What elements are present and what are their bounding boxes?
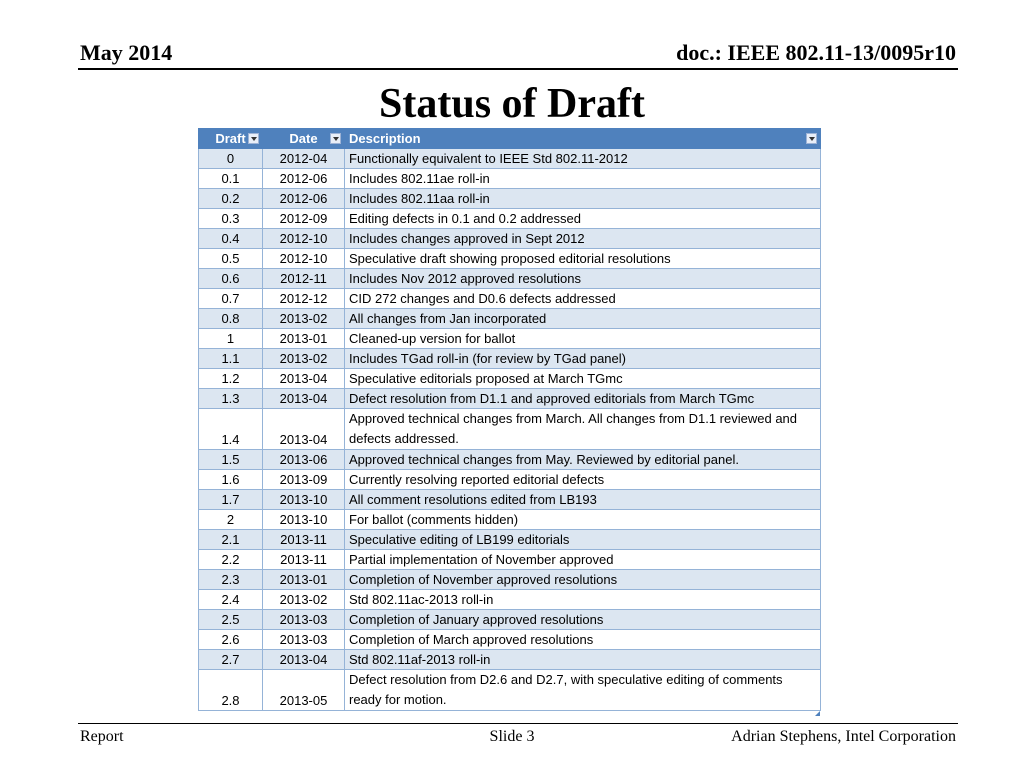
- cell-date: 2013-10: [263, 490, 345, 510]
- column-header-label: Description: [349, 131, 421, 146]
- table-row: [199, 329, 821, 349]
- cell-description: Speculative editorials proposed at March TGmc: [345, 369, 821, 389]
- table-row: [199, 409, 821, 450]
- table-body: [199, 149, 821, 711]
- table-row: [199, 169, 821, 189]
- table-row: [199, 349, 821, 369]
- filter-dropdown-icon[interactable]: [806, 133, 817, 144]
- cell-draft: 2.7: [199, 650, 263, 670]
- cell-date: 2013-02: [263, 590, 345, 610]
- cell-description: Functionally equivalent to IEEE Std 802.11-2012: [345, 149, 821, 169]
- cell-draft: 2.4: [199, 590, 263, 610]
- cell-date: 2013-11: [263, 550, 345, 570]
- cell-date: 2012-12: [263, 289, 345, 309]
- cell-description: Includes 802.11ae roll-in: [345, 169, 821, 189]
- header-date: May 2014: [80, 40, 173, 65]
- table-row: [199, 229, 821, 249]
- cell-draft: 1.2: [199, 369, 263, 389]
- table-row: [199, 289, 821, 309]
- cell-description: Cleaned-up version for ballot: [345, 329, 821, 349]
- cell-draft: 0.8: [199, 309, 263, 329]
- table-row: [199, 490, 821, 510]
- column-header-date[interactable]: [263, 129, 345, 149]
- footer-left: Report: [80, 728, 124, 745]
- cell-date: 2012-09: [263, 209, 345, 229]
- cell-date: 2013-04: [263, 389, 345, 409]
- table-row: [199, 650, 821, 670]
- cell-draft: 2.1: [199, 530, 263, 550]
- cell-date: 2012-11: [263, 269, 345, 289]
- table-row: [199, 510, 821, 530]
- cell-description: Defect resolution from D2.6 and D2.7, with speculative editing of comments ready for motion.: [345, 670, 821, 711]
- filter-dropdown-icon[interactable]: [248, 133, 259, 144]
- table-row: [199, 590, 821, 610]
- cell-description: Speculative editing of LB199 editorials: [345, 530, 821, 550]
- table-row: [199, 149, 821, 169]
- cell-draft: 2.2: [199, 550, 263, 570]
- cell-description: Includes Nov 2012 approved resolutions: [345, 269, 821, 289]
- table-row: [199, 249, 821, 269]
- header-rule: [78, 68, 958, 70]
- cell-description: Std 802.11ac-2013 roll-in: [345, 590, 821, 610]
- table-row: [199, 670, 821, 711]
- cell-draft: 0.5: [199, 249, 263, 269]
- table-row: [199, 209, 821, 229]
- table-row: [199, 530, 821, 550]
- cell-description: Speculative draft showing proposed editorial resolutions: [345, 249, 821, 269]
- cell-draft: 0.4: [199, 229, 263, 249]
- cell-date: 2013-01: [263, 570, 345, 590]
- cell-description: Partial implementation of November approved: [345, 550, 821, 570]
- table-row: [199, 550, 821, 570]
- table-row: [199, 269, 821, 289]
- cell-date: 2012-10: [263, 229, 345, 249]
- cell-date: 2013-11: [263, 530, 345, 550]
- cell-date: 2013-05: [263, 670, 345, 711]
- cell-date: 2013-04: [263, 369, 345, 389]
- column-header-label: Date: [289, 131, 318, 146]
- cell-draft: 0: [199, 149, 263, 169]
- table-row: [199, 309, 821, 329]
- cell-date: 2012-06: [263, 189, 345, 209]
- cell-draft: 0.3: [199, 209, 263, 229]
- table-row: [199, 450, 821, 470]
- table-row: [199, 369, 821, 389]
- cell-draft: 1.7: [199, 490, 263, 510]
- cell-date: 2013-01: [263, 329, 345, 349]
- cell-date: 2013-04: [263, 409, 345, 450]
- cell-draft: 1.3: [199, 389, 263, 409]
- footer-slide-number: Slide 3: [489, 728, 535, 745]
- cell-description: Completion of November approved resolutions: [345, 570, 821, 590]
- cell-description: CID 272 changes and D0.6 defects addressed: [345, 289, 821, 309]
- column-header-draft[interactable]: [199, 129, 263, 149]
- cell-description: Editing defects in 0.1 and 0.2 addressed: [345, 209, 821, 229]
- cell-description: All comment resolutions edited from LB193: [345, 490, 821, 510]
- cell-description: For ballot (comments hidden): [345, 510, 821, 530]
- cell-date: 2013-03: [263, 610, 345, 630]
- cell-draft: 2.3: [199, 570, 263, 590]
- cell-description: Defect resolution from D1.1 and approved editorials from March TGmc: [345, 389, 821, 409]
- header-doc-id: doc.: IEEE 802.11-13/0095r10: [676, 40, 956, 65]
- cell-draft: 0.2: [199, 189, 263, 209]
- cell-date: 2013-09: [263, 470, 345, 490]
- cell-description: Includes changes approved in Sept 2012: [345, 229, 821, 249]
- cell-draft: 0.7: [199, 289, 263, 309]
- cell-description: Includes TGad roll-in (for review by TGad panel): [345, 349, 821, 369]
- cell-date: 2013-02: [263, 309, 345, 329]
- cell-description: Includes 802.11aa roll-in: [345, 189, 821, 209]
- cell-description: Approved technical changes from March. All changes from D1.1 reviewed and defects addressed.: [345, 409, 821, 450]
- cell-draft: 1.1: [199, 349, 263, 369]
- cell-draft: 1.6: [199, 470, 263, 490]
- filter-dropdown-icon[interactable]: [330, 133, 341, 144]
- cell-description: Std 802.11af-2013 roll-in: [345, 650, 821, 670]
- cell-date: 2012-10: [263, 249, 345, 269]
- cell-draft: 2: [199, 510, 263, 530]
- cell-date: 2012-06: [263, 169, 345, 189]
- cell-date: 2013-04: [263, 650, 345, 670]
- table-row: [199, 470, 821, 490]
- cell-draft: 0.6: [199, 269, 263, 289]
- footer-rule: [78, 723, 958, 724]
- slide-title: Status of Draft: [379, 81, 645, 127]
- cell-draft: 1.4: [199, 409, 263, 450]
- table-row: [199, 610, 821, 630]
- cell-draft: 2.6: [199, 630, 263, 650]
- table-header-row: [199, 129, 821, 149]
- cell-draft: 2.8: [199, 670, 263, 711]
- column-header-description[interactable]: [345, 129, 821, 149]
- cell-draft: 2.5: [199, 610, 263, 630]
- table-row: [199, 630, 821, 650]
- table-row: [199, 189, 821, 209]
- table-resize-handle[interactable]: [815, 711, 820, 716]
- cell-date: 2013-10: [263, 510, 345, 530]
- footer-author: Adrian Stephens, Intel Corporation: [731, 728, 956, 745]
- cell-draft: 1.5: [199, 450, 263, 470]
- cell-date: 2013-06: [263, 450, 345, 470]
- cell-date: 2012-04: [263, 149, 345, 169]
- cell-description: Currently resolving reported editorial defects: [345, 470, 821, 490]
- cell-description: All changes from Jan incorporated: [345, 309, 821, 329]
- table-row: [199, 389, 821, 409]
- column-header-label: Draft: [215, 131, 246, 146]
- cell-date: 2013-02: [263, 349, 345, 369]
- cell-description: Completion of March approved resolutions: [345, 630, 821, 650]
- table-row: [199, 570, 821, 590]
- draft-status-table: [198, 128, 820, 716]
- cell-draft: 1: [199, 329, 263, 349]
- cell-draft: 0.1: [199, 169, 263, 189]
- cell-description: Completion of January approved resolutions: [345, 610, 821, 630]
- cell-description: Approved technical changes from May. Reviewed by editorial panel.: [345, 450, 821, 470]
- cell-date: 2013-03: [263, 630, 345, 650]
